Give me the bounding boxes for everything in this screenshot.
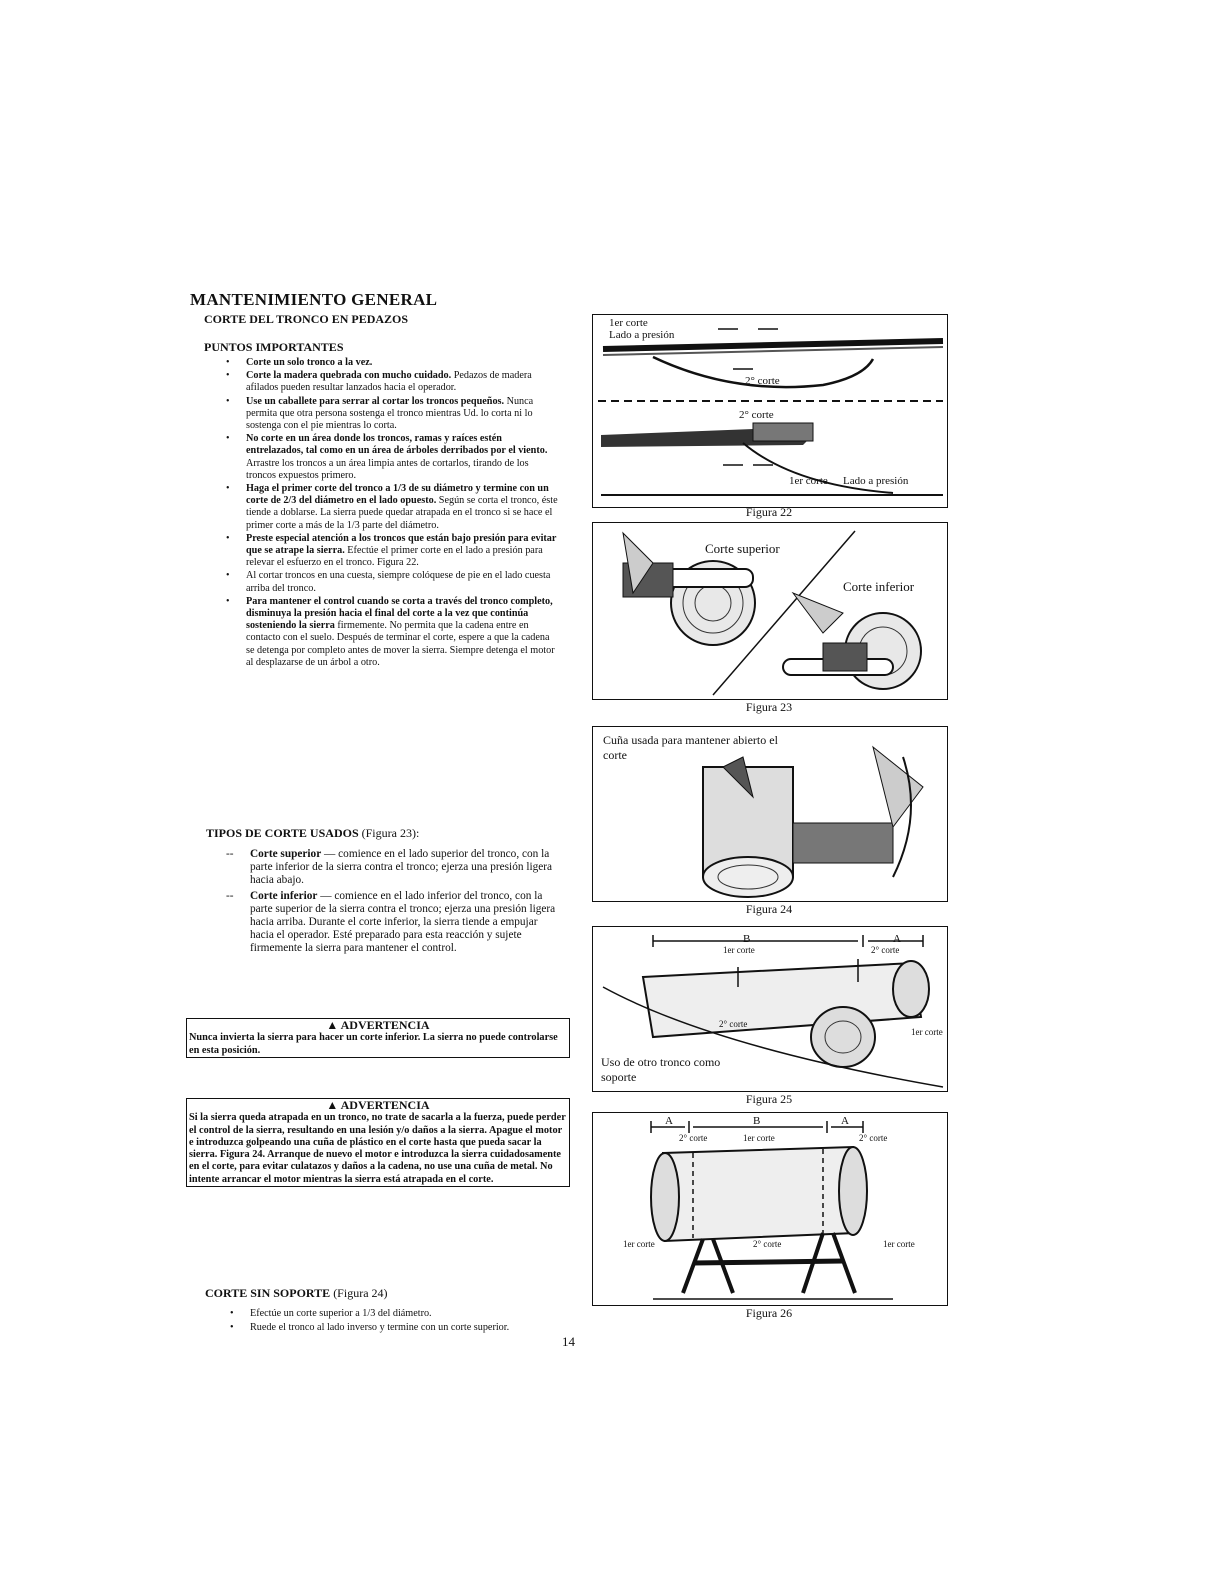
fig23-label-2: Corte inferior [843,579,915,594]
list-item: • Use un caballete para serrar al cortar los troncos pequeños. Nunca permita que otra persona sostenga el tronco mientras Ud. lo corta ni lo sostenga con el pie mientras lo corta. [222,396,560,433]
list-item: • Al cortar troncos en una cuesta, siempre colóquese de pie en el lado cuesta arriba del tronco. [222,570,560,594]
list-item: • Para mantener el control cuando se corta a través del tronco completo, disminuya la presión hacia el final del corte a la vez que continúa sosteniendo la sierra firmemente. No permita que la cadena entre en contacto con el suelo. Después de terminar el corte, espere a que la cadena se detenga por completo antes de mover la sierra. Siempre detenga el motor al desplazarse de un árbol a otro. [222,596,560,669]
fig25-label-b: B [743,933,751,945]
subsection-title: PUNTOS IMPORTANTES [204,340,344,354]
list-item: • Corte la madera quebrada con mucho cuidado. Pedazos de madera afilados pueden resultar lanzados hacia el operador. [222,370,560,394]
list-item: • Preste especial atención a los troncos que están bajo presión para evitar que se atrape la sierra. Efectúe el primer corte en el lado a presión para relevar el esfuerzo en el tronco. Figura 22. [222,533,560,570]
figure-23-caption: Figura 23 [745,700,793,714]
tipo-item-superior: -- Corte superior — comience en el lado superior del tronco, con la parte inferior de la sierra contra el tronco; ejerza una presión ligera hacia abajo. [226,848,553,886]
section-title: CORTE DEL TRONCO EN PEDAZOS [204,312,409,326]
warning-box-2: ▲ ADVERTENCIA Si la sierra queda atrapada en un tronco, no trate de sacarla a la fuerza, puede perder el control de la sierra, resultando en una lesión y/o daños a la sierra. Apague el motor e introduzca golpeando una cuña de plástico en el corte hasta que pueda sacar la sierra. Figura 24. Arranque de nuevo el motor e introduzca la sierra cuidadosamente en el corte, para evitar culatazos y daños a la cadena, no use una cuña de metal. No intente arrancar el motor mientras la sierra está atrapada en el corte. [186,1098,570,1187]
fig26-label-c2: 1er corte [743,1133,775,1143]
figure-23 [592,522,948,700]
figure-25-caption: Figura 25 [745,1092,793,1106]
fig24-label-1: Cuña usada para mantener abierto el corte [603,733,778,762]
fig22-label-3: 2° corte [745,375,780,387]
fig25-label-c1: 1er corte [723,945,755,955]
fig22-label-6: Lado a presión [843,475,909,487]
fig22-label-4: 2° corte [739,409,774,421]
puntos-list [222,357,560,670]
fig26-label-c4: 1er corte [623,1239,655,1249]
fig25-label-note: Uso de otro tronco como soporte [601,1055,721,1084]
fig25-label-a: A [893,933,901,945]
fig26-label-a1: A [665,1115,673,1127]
fig26-label-c5: 2° corte [753,1239,782,1249]
figure-22 [592,314,948,508]
figure-24 [592,726,948,902]
figure-26 [592,1112,948,1306]
figure-24-caption: Figura 24 [745,902,793,916]
list-item: • Ruede el tronco al lado inverso y termine con un corte superior. [226,1322,566,1334]
warning-box-1: ▲ ADVERTENCIA Nunca invierta la sierra para hacer un corte inferior. La sierra no puede controlarse en esta posición. [186,1018,570,1058]
figure-26-caption: Figura 26 [745,1306,793,1320]
sin-soporte-title: CORTE SIN SOPORTE (Figura 24) [205,1286,388,1300]
fig23-label-1: Corte superior [705,541,780,556]
page-title: MANTENIMIENTO GENERAL [190,290,438,309]
fig25-label-c4: 1er corte [911,1027,943,1037]
fig26-label-c6: 1er corte [883,1239,915,1249]
page-number: 14 [562,1334,575,1349]
list-item: • No corte en un área donde los troncos, ramas y raíces estén entrelazados, tal como en un área de árboles derribados por el viento. Arrastre los troncos a un área limpia antes de cortarlos, tirando de los troncos expuestos primero. [222,433,560,482]
fig26-label-c3: 2° corte [859,1133,888,1143]
fig22-label-5: 1er corte [789,475,828,487]
fig26-label-a2: A [841,1115,849,1127]
fig26-label-c1: 2° corte [679,1133,708,1143]
fig25-label-c2: 2° corte [871,945,900,955]
sin-soporte-list [226,1308,566,1336]
fig26-label-b: B [753,1115,761,1127]
fig22-label-2: Lado a presión [609,329,675,341]
figure-25 [592,926,948,1092]
figure-22-caption: Figura 22 [745,505,793,519]
fig25-label-c3: 2° corte [719,1019,748,1029]
tipos-title: TIPOS DE CORTE USADOS (Figura 23): [206,826,420,840]
list-item: • Haga el primer corte del tronco a 1/3 de su diámetro y termine con un corte de 2/3 del diámetro en el lado opuesto. Según se corta el tronco, éste tiende a doblarse. La sierra puede quedar atrapada en el tronco si se hace el primer corte a más de la 1/3 parte del diámetro. [222,483,560,532]
tipo-item-inferior: -- Corte inferior — comience en el lado inferior del tronco, con la parte superior de la sierra contra el tronco; ejerza una presión ligera hacia arriba. Durante el corte inferior, la sierra tiende a empujar hacia el operador. Esté preparado para esta reacción y sujete firmemente la sierra para mantener el control. [226,890,556,954]
list-item: • Efectúe un corte superior a 1/3 del diámetro. [226,1308,566,1320]
fig22-label-1: 1er corte [609,317,648,329]
list-item: • Corte un solo tronco a la vez. [222,357,560,369]
